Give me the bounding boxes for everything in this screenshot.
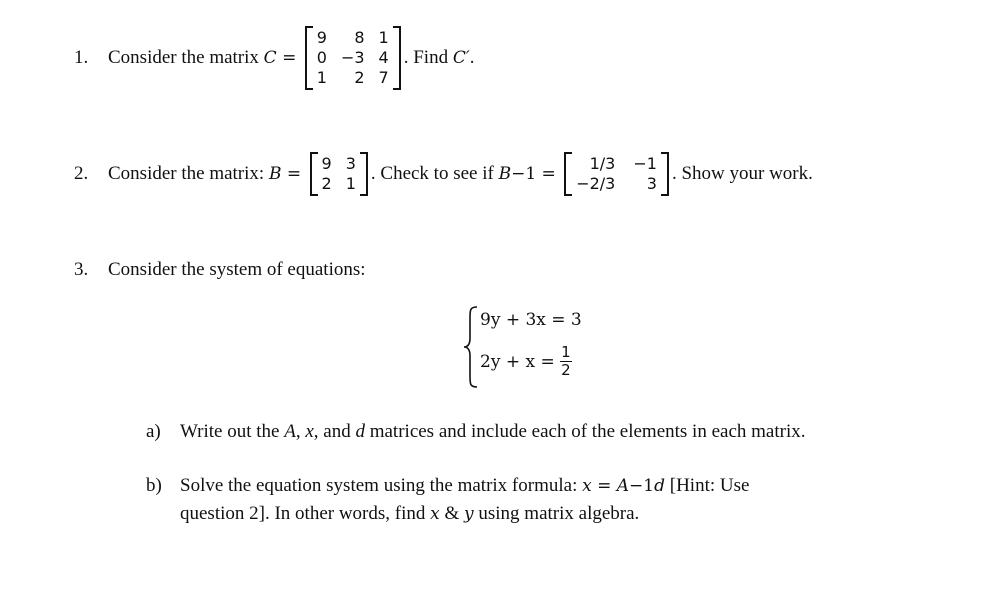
- var-a: A: [284, 421, 296, 442]
- left-bracket: [564, 152, 572, 196]
- right-bracket: [360, 152, 368, 196]
- question-2-end: . Show your work.: [671, 163, 813, 184]
- question-2: [74, 150, 813, 198]
- matrix-b: [310, 152, 368, 196]
- left-bracket: [305, 26, 313, 90]
- matrix-c-cell: 1: [316, 68, 327, 87]
- matrix-b-cell: 1: [345, 174, 356, 193]
- matrix-c-cell: −3: [340, 48, 365, 67]
- c-transpose: C′: [452, 48, 470, 68]
- question-2-number: 2.: [74, 163, 89, 184]
- part-b-text: Solve the equation system using the matrix formula:: [180, 475, 583, 496]
- equals-sign: =: [536, 164, 562, 184]
- b-inverse-var: B: [498, 164, 512, 184]
- part-a-label: a): [146, 421, 161, 442]
- inverse-exponent: −1: [511, 164, 537, 184]
- formula-x: x: [582, 476, 592, 496]
- matrix-c-cell: 1: [378, 28, 389, 47]
- part-b-label: b): [146, 475, 162, 496]
- right-bracket: [661, 152, 669, 196]
- ampersand: &: [439, 503, 465, 524]
- question-1: [74, 26, 474, 90]
- question-3: [74, 256, 366, 284]
- matrix-c: [305, 26, 401, 90]
- question-3-text: Consider the system of equations:: [108, 259, 366, 280]
- part-b-text: using matrix algebra.: [473, 503, 640, 524]
- matrix-b-var: B: [268, 164, 282, 184]
- question-2-mid: . Check to see if: [370, 163, 494, 184]
- curly-brace: [463, 304, 479, 390]
- question-1-end: .: [469, 47, 475, 68]
- matrix-c-cell: 9: [316, 28, 327, 47]
- matrix-b-inverse-cell: −1: [633, 154, 657, 173]
- question-2-text: Consider the matrix:: [108, 163, 265, 184]
- part-a-text: matrices and include each of the elements in each matrix.: [364, 421, 806, 442]
- part-a-text: , and: [313, 421, 356, 442]
- equation-system: [463, 304, 613, 390]
- formula-a: A: [616, 476, 630, 496]
- question-1-text: Consider the matrix: [108, 47, 259, 68]
- var-x: x: [305, 421, 314, 442]
- matrix-c-cell: 0: [316, 48, 327, 67]
- question-1-after: . Find: [403, 47, 453, 68]
- matrix-b-cell: 3: [345, 154, 356, 173]
- matrix-c-cell: 8: [354, 28, 365, 47]
- question-1-number: 1.: [74, 47, 89, 68]
- question-3-number: 3.: [74, 259, 89, 280]
- matrix-c-var: C: [263, 48, 277, 68]
- formula-equals: =: [591, 476, 617, 496]
- part-b-line-2: [180, 500, 639, 528]
- formula-exponent: −1: [629, 476, 655, 496]
- equals-sign: =: [281, 164, 307, 184]
- var-y: y: [464, 504, 474, 524]
- part-b-line-1: [146, 472, 749, 500]
- matrix-b-inverse-cell: 3: [646, 174, 657, 193]
- fraction-numerator: 1: [561, 343, 571, 361]
- right-bracket: [393, 26, 401, 90]
- var-x: x: [430, 504, 440, 524]
- part-b-text: question 2]. In other words, find: [180, 503, 431, 524]
- left-bracket: [310, 152, 318, 196]
- formula-d: d: [654, 476, 665, 496]
- part-b-text: [Hint: Use: [665, 475, 750, 496]
- matrix-b-inverse-cell: 1/3: [589, 154, 616, 173]
- equation-2-lhs: 2y + x =: [480, 351, 561, 372]
- equation-2: [480, 344, 572, 379]
- fraction-one-half: [560, 344, 572, 379]
- matrix-b-inverse: [564, 152, 669, 196]
- matrix-c-cell: 7: [378, 68, 389, 87]
- matrix-c-cell: 4: [378, 48, 389, 67]
- part-a: [146, 418, 805, 446]
- var-d: d: [355, 421, 365, 442]
- part-a-text: ,: [295, 421, 306, 442]
- matrix-c-cell: 2: [354, 68, 365, 87]
- equation-1: 9y + 3x = 3: [480, 310, 582, 330]
- equals-sign: =: [276, 48, 302, 68]
- matrix-b-cell: 2: [321, 174, 332, 193]
- matrix-b-inverse-cell: −2/3: [576, 174, 616, 193]
- matrix-b-cell: 9: [321, 154, 332, 173]
- part-a-text: Write out the: [180, 421, 285, 442]
- fraction-denominator: 2: [561, 361, 571, 379]
